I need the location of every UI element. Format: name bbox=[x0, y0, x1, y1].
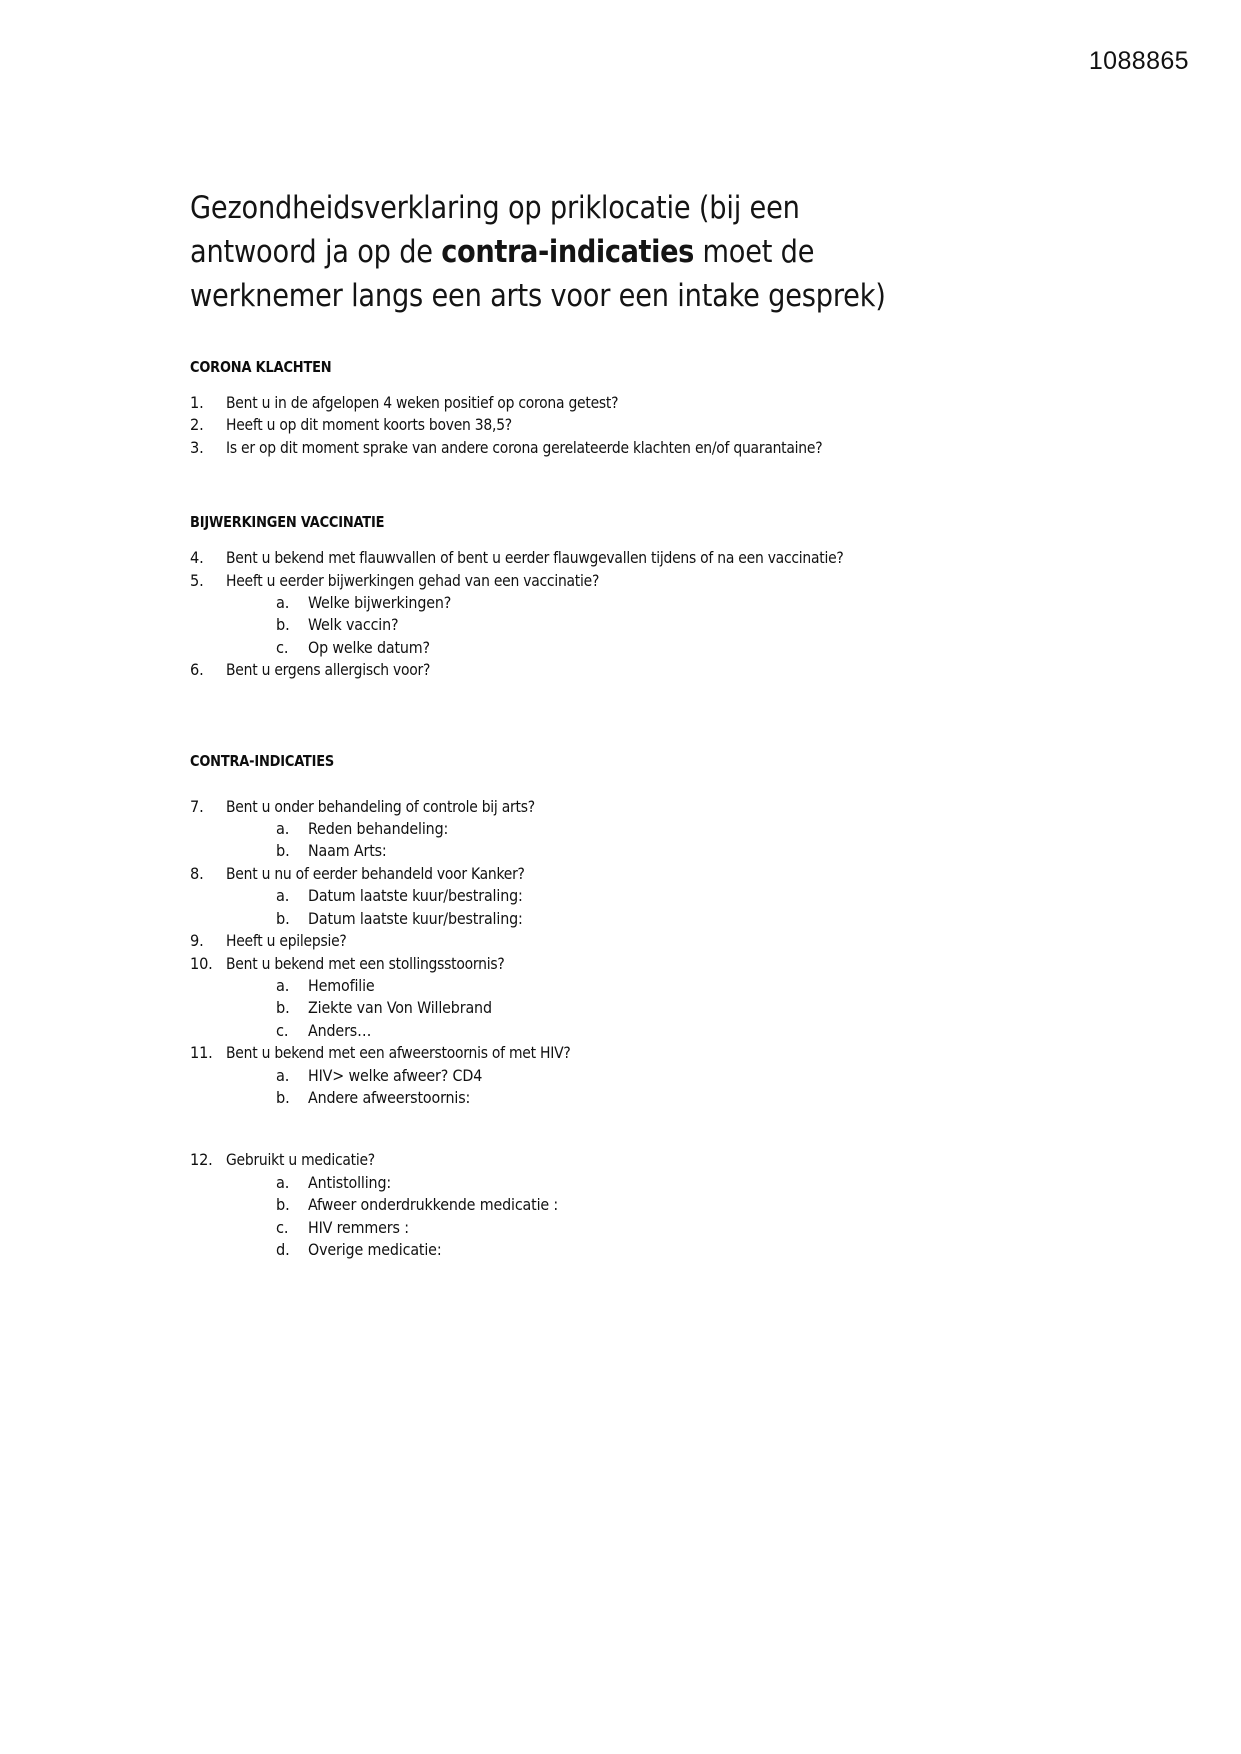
title-part-before: Gezondheidsverklaring op priklocatie (bij een antwoord ja op de bbox=[190, 190, 800, 270]
sub-question-text: HIV remmers : bbox=[308, 1217, 409, 1237]
question-text: Bent u onder behandeling of controle bij arts? bbox=[226, 796, 535, 816]
sub-question-marker: c. bbox=[276, 1217, 289, 1237]
sub-question-item bbox=[190, 908, 1060, 930]
question-text: Heeft u op dit moment koorts boven 38,5? bbox=[226, 415, 512, 435]
question-item bbox=[190, 1149, 1060, 1171]
question-item bbox=[190, 953, 1060, 975]
page-title bbox=[190, 186, 891, 318]
spacer bbox=[190, 459, 1060, 513]
title-part-after: moet de werknemer langs een arts voor een intake gesprek) bbox=[190, 234, 886, 314]
section-heading-corona-klachten: CORONA KLACHTEN bbox=[190, 358, 332, 376]
question-marker: 2. bbox=[190, 415, 204, 435]
sub-question-text: Afweer onderdrukkende medicatie : bbox=[308, 1195, 559, 1215]
sub-question-text: Datum laatste kuur/bestraling: bbox=[308, 908, 523, 928]
sub-question-item bbox=[190, 840, 1060, 862]
sub-question-item bbox=[190, 1020, 1060, 1042]
sub-question-marker: b. bbox=[276, 1195, 290, 1215]
sub-question-marker: b. bbox=[276, 615, 290, 635]
question-text: Gebruikt u medicatie? bbox=[226, 1150, 375, 1170]
spacer bbox=[190, 770, 1060, 796]
sub-question-item bbox=[190, 997, 1060, 1019]
spacer bbox=[190, 531, 1060, 547]
question-marker: 9. bbox=[190, 931, 204, 951]
sub-question-marker: a. bbox=[276, 886, 290, 906]
sub-question-marker: c. bbox=[276, 637, 289, 657]
sub-question-item bbox=[190, 1172, 1060, 1194]
question-item bbox=[190, 437, 1060, 459]
sub-question-text: Datum laatste kuur/bestraling: bbox=[308, 886, 523, 906]
question-marker: 10. bbox=[190, 953, 213, 973]
sub-question-item bbox=[190, 637, 1060, 659]
title-part-bold: contra-indicaties bbox=[441, 234, 694, 270]
page-number: 1088865 bbox=[1088, 47, 1189, 75]
question-item bbox=[190, 547, 1060, 569]
sub-question-marker: b. bbox=[276, 841, 290, 861]
sub-question-item bbox=[190, 1239, 1060, 1261]
sub-question-marker: b. bbox=[276, 998, 290, 1018]
sub-question-item bbox=[190, 1194, 1060, 1216]
sub-question-item bbox=[190, 592, 1060, 614]
sub-question-marker: a. bbox=[276, 1172, 290, 1192]
question-marker: 4. bbox=[190, 548, 204, 568]
question-item bbox=[190, 930, 1060, 952]
sub-question-marker: a. bbox=[276, 1065, 290, 1085]
question-marker: 12. bbox=[190, 1150, 213, 1170]
question-text: Heeft u eerder bijwerkingen gehad van een vaccinatie? bbox=[226, 570, 600, 590]
sub-question-text: Ziekte van Von Willebrand bbox=[308, 998, 492, 1018]
question-item bbox=[190, 796, 1060, 818]
question-text: Is er op dit moment sprake van andere corona gerelateerde klachten en/of quarantaine? bbox=[226, 437, 823, 457]
sub-question-item bbox=[190, 1065, 1060, 1087]
sub-question-item bbox=[190, 885, 1060, 907]
spacer bbox=[190, 682, 1060, 736]
sub-question-marker: a. bbox=[276, 975, 290, 995]
question-list-contra-indicaties bbox=[190, 796, 1060, 1110]
question-text: Bent u bekend met een afweerstoornis of met HIV? bbox=[226, 1043, 571, 1063]
sub-question-item bbox=[190, 975, 1060, 997]
sub-question-text: Andere afweerstoornis: bbox=[308, 1087, 471, 1107]
sub-question-text: Naam Arts: bbox=[308, 841, 387, 861]
sub-question-marker: c. bbox=[276, 1020, 289, 1040]
sub-question-marker: b. bbox=[276, 1087, 290, 1107]
question-text: Bent u nu of eerder behandeld voor Kanker? bbox=[226, 863, 525, 883]
question-item bbox=[190, 863, 1060, 885]
sub-question-marker: b. bbox=[276, 908, 290, 928]
spacer bbox=[190, 318, 1060, 358]
sub-question-text: Anders… bbox=[308, 1020, 372, 1040]
question-list-bijwerkingen-vaccinatie bbox=[190, 547, 1060, 681]
question-item bbox=[190, 392, 1060, 414]
question-marker: 5. bbox=[190, 570, 204, 590]
question-list-medicatie bbox=[190, 1149, 1060, 1261]
sub-question-item bbox=[190, 1217, 1060, 1239]
question-text: Bent u bekend met flauwvallen of bent u eerder flauwgevallen tijdens of na een vaccinatie? bbox=[226, 548, 844, 568]
section-heading-contra-indicaties: CONTRA-INDICATIES bbox=[190, 751, 335, 770]
sub-question-text: Welke bijwerkingen? bbox=[308, 593, 452, 613]
question-text: Bent u bekend met een stollingsstoornis? bbox=[226, 953, 505, 973]
sub-question-text: Welk vaccin? bbox=[308, 615, 399, 635]
sub-question-marker: a. bbox=[276, 593, 290, 613]
sub-question-marker: d. bbox=[276, 1239, 290, 1259]
question-marker: 6. bbox=[190, 660, 204, 680]
section-heading-bijwerkingen-vaccinatie: BIJWERKINGEN VACCINATIE bbox=[190, 513, 385, 532]
sub-question-item bbox=[190, 1087, 1060, 1109]
question-marker: 1. bbox=[190, 393, 204, 412]
question-marker: 8. bbox=[190, 863, 204, 883]
sub-question-text: Overige medicatie: bbox=[308, 1239, 442, 1259]
question-text: Bent u in de afgelopen 4 weken positief op corona getest? bbox=[226, 393, 619, 412]
question-item bbox=[190, 570, 1060, 592]
question-item bbox=[190, 1042, 1060, 1064]
spacer bbox=[190, 376, 1060, 392]
question-text: Bent u ergens allergisch voor? bbox=[226, 660, 431, 680]
sub-question-text: Antistolling: bbox=[308, 1172, 392, 1192]
sub-question-text: HIV> welke afweer? CD4 bbox=[308, 1065, 483, 1085]
question-marker: 7. bbox=[190, 796, 204, 816]
sub-question-text: Reden behandeling: bbox=[308, 819, 449, 839]
document-content bbox=[190, 186, 1060, 1261]
sub-question-item bbox=[190, 614, 1060, 636]
spacer bbox=[190, 736, 1060, 752]
sub-question-marker: a. bbox=[276, 819, 290, 839]
question-item bbox=[190, 659, 1060, 681]
sub-question-item bbox=[190, 818, 1060, 840]
sub-question-text: Op welke datum? bbox=[308, 637, 430, 657]
question-list-corona-klachten bbox=[190, 392, 1060, 459]
question-text: Heeft u epilepsie? bbox=[226, 931, 347, 951]
question-marker: 3. bbox=[190, 437, 204, 457]
question-item bbox=[190, 414, 1060, 436]
spacer bbox=[190, 1109, 1060, 1149]
sub-question-text: Hemofilie bbox=[308, 975, 375, 995]
question-marker: 11. bbox=[190, 1043, 213, 1063]
